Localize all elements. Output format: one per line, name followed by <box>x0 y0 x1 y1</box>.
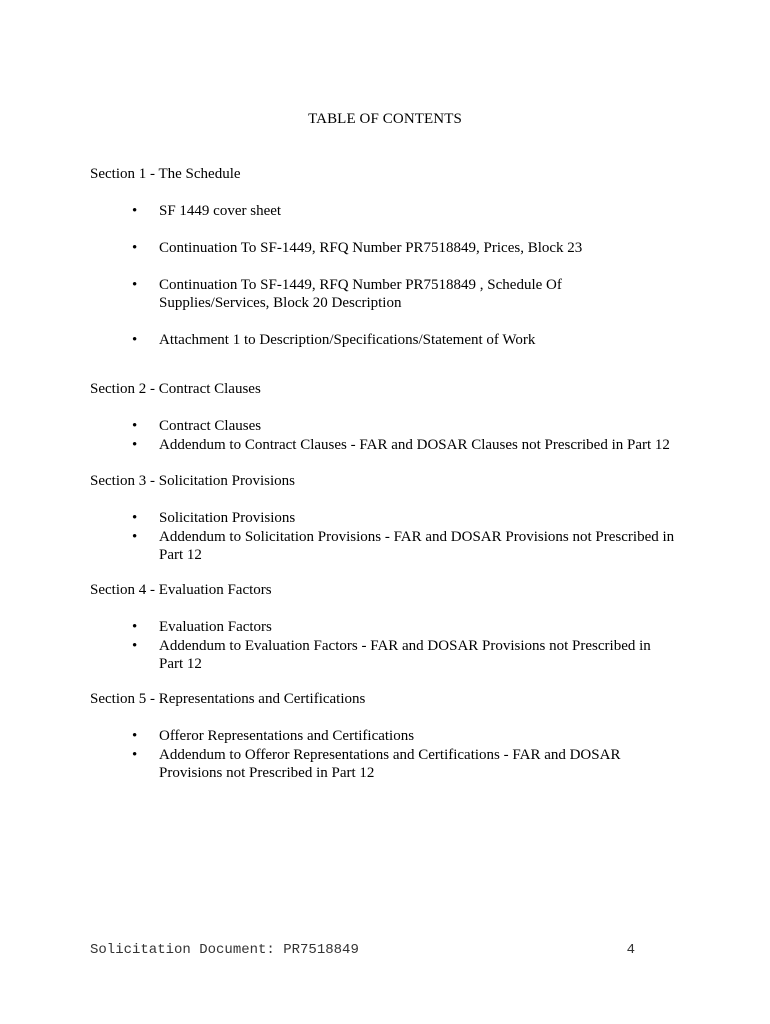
list-item-text: SF 1449 cover sheet <box>159 203 282 219</box>
list-item <box>132 528 692 564</box>
list-item <box>132 509 692 527</box>
list-item-text: Evaluation Factors <box>159 619 272 635</box>
list-item <box>132 417 692 435</box>
list-item <box>132 202 692 220</box>
list-item-text: Addendum to Evaluation Factors - FAR and DOSAR Provisions not Prescribed in Part 12 <box>159 638 651 672</box>
section-heading-4: Section 4 - Evaluation Factors <box>90 582 272 598</box>
section-heading-1: Section 1 - The Schedule <box>90 166 241 182</box>
bullet-icon: • <box>132 728 138 744</box>
bullet-icon: • <box>132 747 138 763</box>
bullet-icon: • <box>132 277 138 293</box>
list-item-text: Offeror Representations and Certifications <box>159 728 415 744</box>
list-item-text: Addendum to Solicitation Provisions - FAR and DOSAR Provisions not Prescribed in Part 12 <box>159 529 675 563</box>
page-number: 4 <box>626 942 635 958</box>
list-item <box>132 727 692 745</box>
list-item <box>132 239 692 257</box>
section-heading-5: Section 5 - Representations and Certifications <box>90 691 366 707</box>
list-item <box>132 746 642 782</box>
list-item <box>132 637 672 673</box>
footer-document-label: Solicitation Document: PR7518849 <box>90 942 359 958</box>
list-item-text: Attachment 1 to Description/Specifications/Statement of Work <box>159 332 536 348</box>
list-item <box>132 276 582 312</box>
list-item-text: Addendum to Contract Clauses - FAR and DOSAR Clauses not Prescribed in Part 12 <box>159 437 670 453</box>
list-item-text: Addendum to Offeror Representations and Certifications - FAR and DOSAR Provisions not Prescribed in Part 12 <box>159 747 621 781</box>
bullet-icon: • <box>132 510 138 526</box>
bullet-icon: • <box>132 529 138 545</box>
bullet-icon: • <box>132 437 138 453</box>
list-item-text: Contract Clauses <box>159 418 262 434</box>
bullet-icon: • <box>132 332 138 348</box>
list-item-text: Continuation To SF-1449, RFQ Number PR7518849, Prices, Block 23 <box>159 240 583 256</box>
section-heading-3: Section 3 - Solicitation Provisions <box>90 473 295 489</box>
bullet-icon: • <box>132 240 138 256</box>
section-heading-2: Section 2 - Contract Clauses <box>90 381 261 397</box>
list-item-text: Solicitation Provisions <box>159 510 296 526</box>
list-item <box>132 331 692 349</box>
bullet-icon: • <box>132 638 138 654</box>
list-item-text: Continuation To SF-1449, RFQ Number PR7518849 , Schedule Of Supplies/Services, Block 20 Description <box>159 277 562 311</box>
page-title: TABLE OF CONTENTS <box>308 111 462 127</box>
list-item <box>132 618 692 636</box>
bullet-icon: • <box>132 203 138 219</box>
list-item <box>132 436 692 454</box>
bullet-icon: • <box>132 418 138 434</box>
bullet-icon: • <box>132 619 138 635</box>
